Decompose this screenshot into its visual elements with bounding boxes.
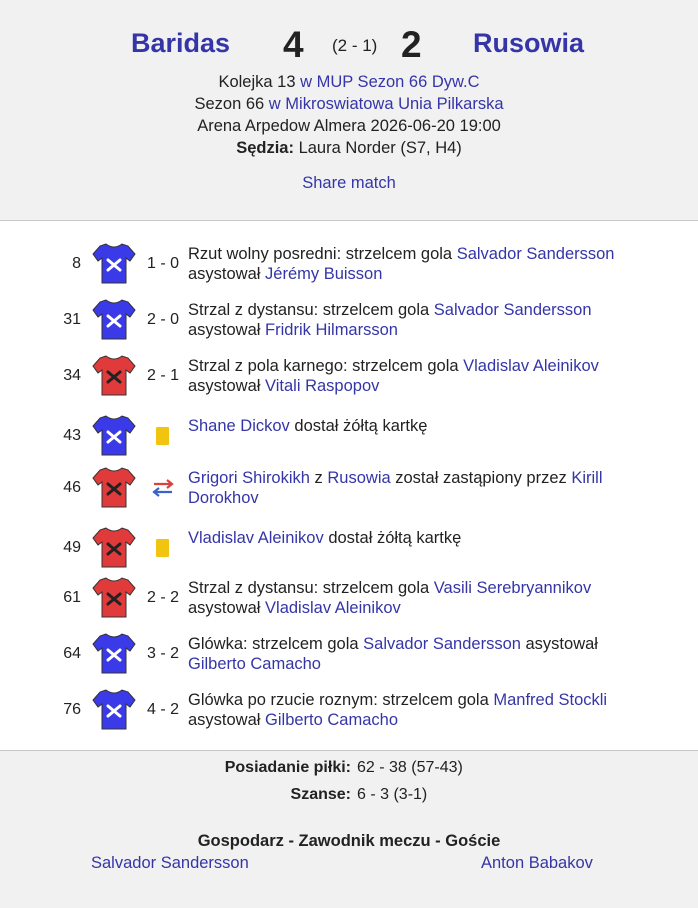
event-score: 3 - 2 <box>147 645 180 662</box>
event-description <box>188 635 638 674</box>
event-description <box>188 357 638 396</box>
player-link[interactable]: Shane Dickov <box>188 417 290 435</box>
event-minute: 8 <box>72 255 81 272</box>
event-text: asystował <box>188 598 266 617</box>
player-link[interactable]: Vitali Raspopov <box>265 376 380 395</box>
event-text: dostał żółtą kartkę <box>289 417 428 435</box>
league-link[interactable]: w Mikroswiatowa Unia Pilkarska <box>268 95 504 113</box>
away-shirt-icon <box>92 353 136 397</box>
chances-value: 6 - 3 (3-1) <box>357 786 428 803</box>
event-score: 2 - 2 <box>147 589 180 606</box>
event-score: 2 - 1 <box>147 367 180 384</box>
season-text: Sezon 66 <box>194 95 265 113</box>
match-footer <box>0 751 698 908</box>
event-text: został zastąpiony przez <box>390 469 572 487</box>
event-minute: 31 <box>63 311 81 328</box>
possession-value: 62 - 38 (57-43) <box>357 759 463 776</box>
event-text: Glówka: strzelcem gola <box>188 635 364 653</box>
home-shirt-icon <box>92 413 136 457</box>
share-match-row <box>0 174 698 193</box>
home-shirt-icon <box>92 241 136 285</box>
home-team-link[interactable]: Baridas <box>131 28 231 58</box>
event-minute: 49 <box>63 539 81 556</box>
motm-title: Gospodarz - Zawodnik meczu - Goście <box>197 832 501 850</box>
home-shirt-icon <box>92 631 136 675</box>
event-minute: 34 <box>63 367 81 384</box>
event-minute: 76 <box>63 701 81 718</box>
event-text: Strzal z dystansu: strzelcem gola <box>188 579 434 597</box>
away-team-link[interactable]: Rusowia <box>473 28 585 58</box>
scoreline <box>0 24 698 70</box>
event-minute: 43 <box>63 427 81 444</box>
event-minute: 64 <box>63 645 81 662</box>
event-description <box>188 245 638 284</box>
chances-label: Szanse: <box>290 786 351 803</box>
player-link[interactable]: Gilberto Camacho <box>188 654 321 673</box>
substitution-icon <box>150 477 176 499</box>
player-link[interactable]: Jérémy Buisson <box>265 264 383 283</box>
event-text: dostał żółtą kartkę <box>323 529 462 547</box>
yellow-card-icon <box>156 539 169 557</box>
motm-home-player-link[interactable]: Salvador Sandersson <box>91 854 249 872</box>
event-text: asystował <box>188 264 266 283</box>
event-minute: 46 <box>63 479 81 496</box>
away-shirt-icon <box>92 525 136 569</box>
event-description <box>188 579 638 618</box>
venue-line: Arena Arpedow Almera 2026-06-20 19:00 <box>197 117 501 135</box>
referee-value: Laura Norder (S7, H4) <box>298 139 462 157</box>
player-link[interactable]: Salvador Sandersson <box>433 301 592 319</box>
player-link[interactable]: Manfred Stockli <box>493 691 608 709</box>
home-shirt-icon <box>92 687 136 731</box>
player-link[interactable]: Grigori Shirokikh <box>188 469 310 487</box>
player-link[interactable]: Vladislav Aleinikov <box>463 357 599 375</box>
home-shirt-icon <box>92 297 136 341</box>
event-description <box>188 529 638 549</box>
player-link[interactable]: Vasili Serebryannikov <box>433 579 592 597</box>
event-description <box>188 417 638 437</box>
event-text: Strzal z dystansu: strzelcem gola <box>188 301 434 319</box>
referee-label: Sędzia: <box>236 139 294 157</box>
event-text: asystował <box>188 376 266 395</box>
event-description <box>188 469 638 508</box>
player-link[interactable]: Vladislav Aleinikov <box>188 529 324 547</box>
referee-line <box>0 137 698 159</box>
player-link[interactable]: Salvador Sandersson <box>363 635 521 653</box>
event-score: 1 - 0 <box>147 255 180 272</box>
event-score: 2 - 0 <box>147 311 180 328</box>
home-goals: 4 <box>283 24 304 65</box>
match-info <box>0 71 698 159</box>
competition-link[interactable]: w MUP Sezon 66 Dyw.C <box>300 73 480 91</box>
match-header <box>0 0 698 221</box>
event-text: asystował <box>188 320 266 339</box>
player-link[interactable]: Salvador Sandersson <box>456 245 615 263</box>
player-link[interactable]: Vladislav Aleinikov <box>265 598 401 617</box>
event-text: Rzut wolny posredni: strzelcem gola <box>188 245 457 263</box>
round-text: Kolejka 13 <box>218 73 296 91</box>
player-link[interactable]: Fridrik Hilmarsson <box>265 320 398 339</box>
player-link[interactable]: Gilberto Camacho <box>265 710 399 729</box>
event-minute: 61 <box>63 589 81 606</box>
event-text: asystował <box>188 710 266 729</box>
event-score: 4 - 2 <box>147 701 180 718</box>
season-line <box>0 93 698 115</box>
event-text: asystował <box>520 635 598 653</box>
event-description <box>188 691 638 730</box>
player-link[interactable]: Rusowia <box>327 469 391 487</box>
event-text: Strzal z pola karnego: strzelcem gola <box>188 357 464 375</box>
round-line <box>0 71 698 93</box>
motm-away-player-link[interactable]: Anton Babakov <box>481 854 593 872</box>
event-text: Glówka po rzucie roznym: strzelcem gola <box>188 691 494 709</box>
away-shirt-icon <box>92 465 136 509</box>
away-goals: 2 <box>401 24 422 65</box>
yellow-card-icon <box>156 427 169 445</box>
halftime-score: (2 - 1) <box>332 36 378 55</box>
match-events <box>0 221 698 751</box>
away-shirt-icon <box>92 575 136 619</box>
event-description <box>188 301 638 340</box>
player-link[interactable]: Kirill Dorokhov <box>188 469 603 507</box>
share-match-link[interactable]: Share match <box>302 174 396 192</box>
possession-label: Posiadanie piłki: <box>224 759 351 776</box>
event-text: z <box>309 469 328 487</box>
